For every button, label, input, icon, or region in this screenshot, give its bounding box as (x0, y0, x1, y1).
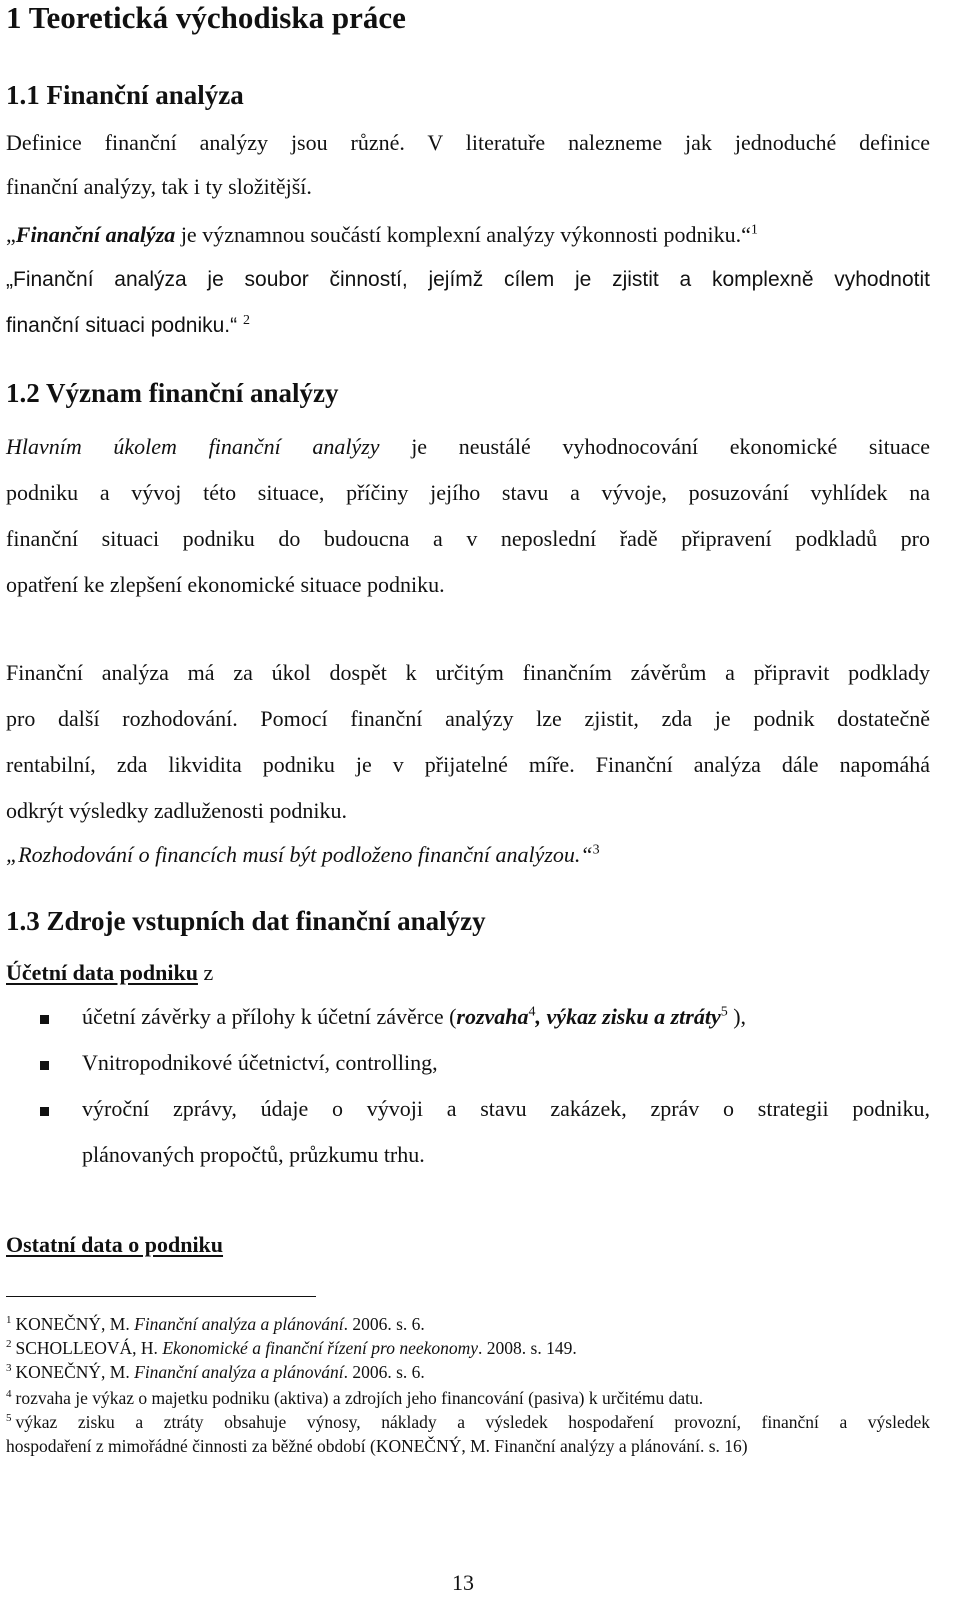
bullet-icon (40, 1107, 49, 1116)
paragraph-line: podniku a vývoj této situace, příčiny jejího stavu a vývoje, posuzování vyhlídek na (6, 480, 930, 505)
chapter-heading: 1 Teoretická východiska práce (6, 0, 406, 35)
footnote-ref: 1 (750, 222, 758, 238)
footnote-rule (6, 1296, 316, 1297)
footnote-ref: 2 (242, 313, 250, 328)
list-item-continuation: plánovaných propočtů, průzkumu trhu. (82, 1142, 425, 1167)
quote-2-line: „Finanční analýza je soubor činností, jejímž cílem je zjistit a komplexně vyhodnotit (6, 268, 930, 291)
paragraph-line: finanční analýzy, tak i ty složitější. (6, 174, 312, 199)
footnote-ref: 3 (592, 842, 600, 858)
quote-mark: “ (741, 222, 751, 247)
text-run: je neustálé vyhodnocování ekonomické situace (379, 434, 930, 459)
subheading-ostatni-data: Ostatní data o podniku (6, 1232, 224, 1257)
footnote-1: $^1$ KONEČNÝ, M. Finanční analýza a plánování. 2006. s. 6. (6, 1314, 425, 1334)
quote-text: „Rozhodování o financích musí být podloženo finanční analýzou.“ (6, 842, 593, 867)
section-heading-1-3: 1.3 Zdroje vstupních dat finanční analýzy (6, 906, 486, 936)
paragraph-line: finanční situaci podniku do budoucna a v neposlední řadě připravení podkladů pro (6, 526, 930, 551)
list-item: účetní závěrky a přílohy k účetní závěrce (rozvaha$^4$, výkaz zisku a ztráty$^5$ ), (82, 1004, 747, 1029)
paragraph-line: Finanční analýza má za úkol dospět k určitým finančním závěrům a připravit podklady (6, 660, 930, 685)
footnote-ref: 5 (720, 1004, 728, 1020)
text-run: z (197, 960, 214, 985)
footnote-2: $^2$ SCHOLLEOVÁ, H. Ekonomické a finanční řízení pro neekonomy. 2008. s. 149. (6, 1338, 577, 1358)
bullet-icon (40, 1015, 49, 1024)
bold-term: rozvaha (456, 1004, 529, 1029)
footnote-5-continuation: hospodaření z mimořádné činnosti za běžné období (KONEČNÝ, M. Finanční analýzy a plánování. s. 16) (6, 1436, 748, 1456)
list-item: Vnitropodnikové účetnictví, controlling, (82, 1050, 438, 1075)
footnote-ref: 4 (528, 1004, 536, 1020)
paragraph-line: pro další rozhodování. Pomocí finanční analýzy lze zjistit, zda je podnik dostatečně (6, 706, 930, 731)
quote-3 (6, 842, 600, 868)
footnote-4: $^4$ rozvaha je výkaz o majetku podniku (aktiva) a zdrojích jeho financování (pasiva) k určitému datu. (6, 1388, 704, 1408)
page-number: 13 (452, 1570, 474, 1595)
bold-term: výkaz zisku a ztráty (546, 1004, 721, 1029)
quote-text: finanční situaci podniku.“ (6, 314, 243, 337)
footnote-5: $^5$ výkaz zisku a ztráty obsahuje výnosy, náklady a výsledek hospodaření provozní, finanční a výsledek (6, 1412, 930, 1432)
subheading-bold: Účetní data podniku (6, 960, 198, 985)
quote-text: je významnou součástí komplexní analýzy výkonnosti podniku. (175, 222, 742, 247)
bold-term: Finanční analýza (15, 222, 176, 247)
quote-mark: „ (6, 222, 16, 247)
quote-2-line (6, 314, 250, 338)
footnote-3: $^3$ KONEČNÝ, M. Finanční analýza a plánování. 2006. s. 6. (6, 1362, 425, 1382)
paragraph-line: rentabilní, zda likvidita podniku je v přijatelné míře. Finanční analýza dále napomáhá (6, 752, 930, 777)
italic-phrase: Hlavním úkolem finanční analýzy (6, 434, 380, 459)
quote-1 (6, 222, 758, 248)
paragraph-line: Definice finanční analýzy jsou různé. V literatuře nalezneme jak jednoduché definice (6, 130, 930, 155)
section-heading-1-1: 1.1 Finanční analýza (6, 80, 244, 110)
list-item: výroční zprávy, údaje o vývoji a stavu zakázek, zpráv o strategii podniku, (82, 1096, 930, 1121)
paragraph-line: odkrýt výsledky zadluženosti podniku. (6, 798, 347, 823)
paragraph-line (6, 434, 930, 460)
subheading-ucetni-data (6, 960, 213, 986)
bullet-icon (40, 1061, 49, 1070)
section-heading-1-2: 1.2 Význam finanční analýzy (6, 378, 339, 408)
paragraph-line: opatření ke zlepšení ekonomické situace podniku. (6, 572, 445, 597)
